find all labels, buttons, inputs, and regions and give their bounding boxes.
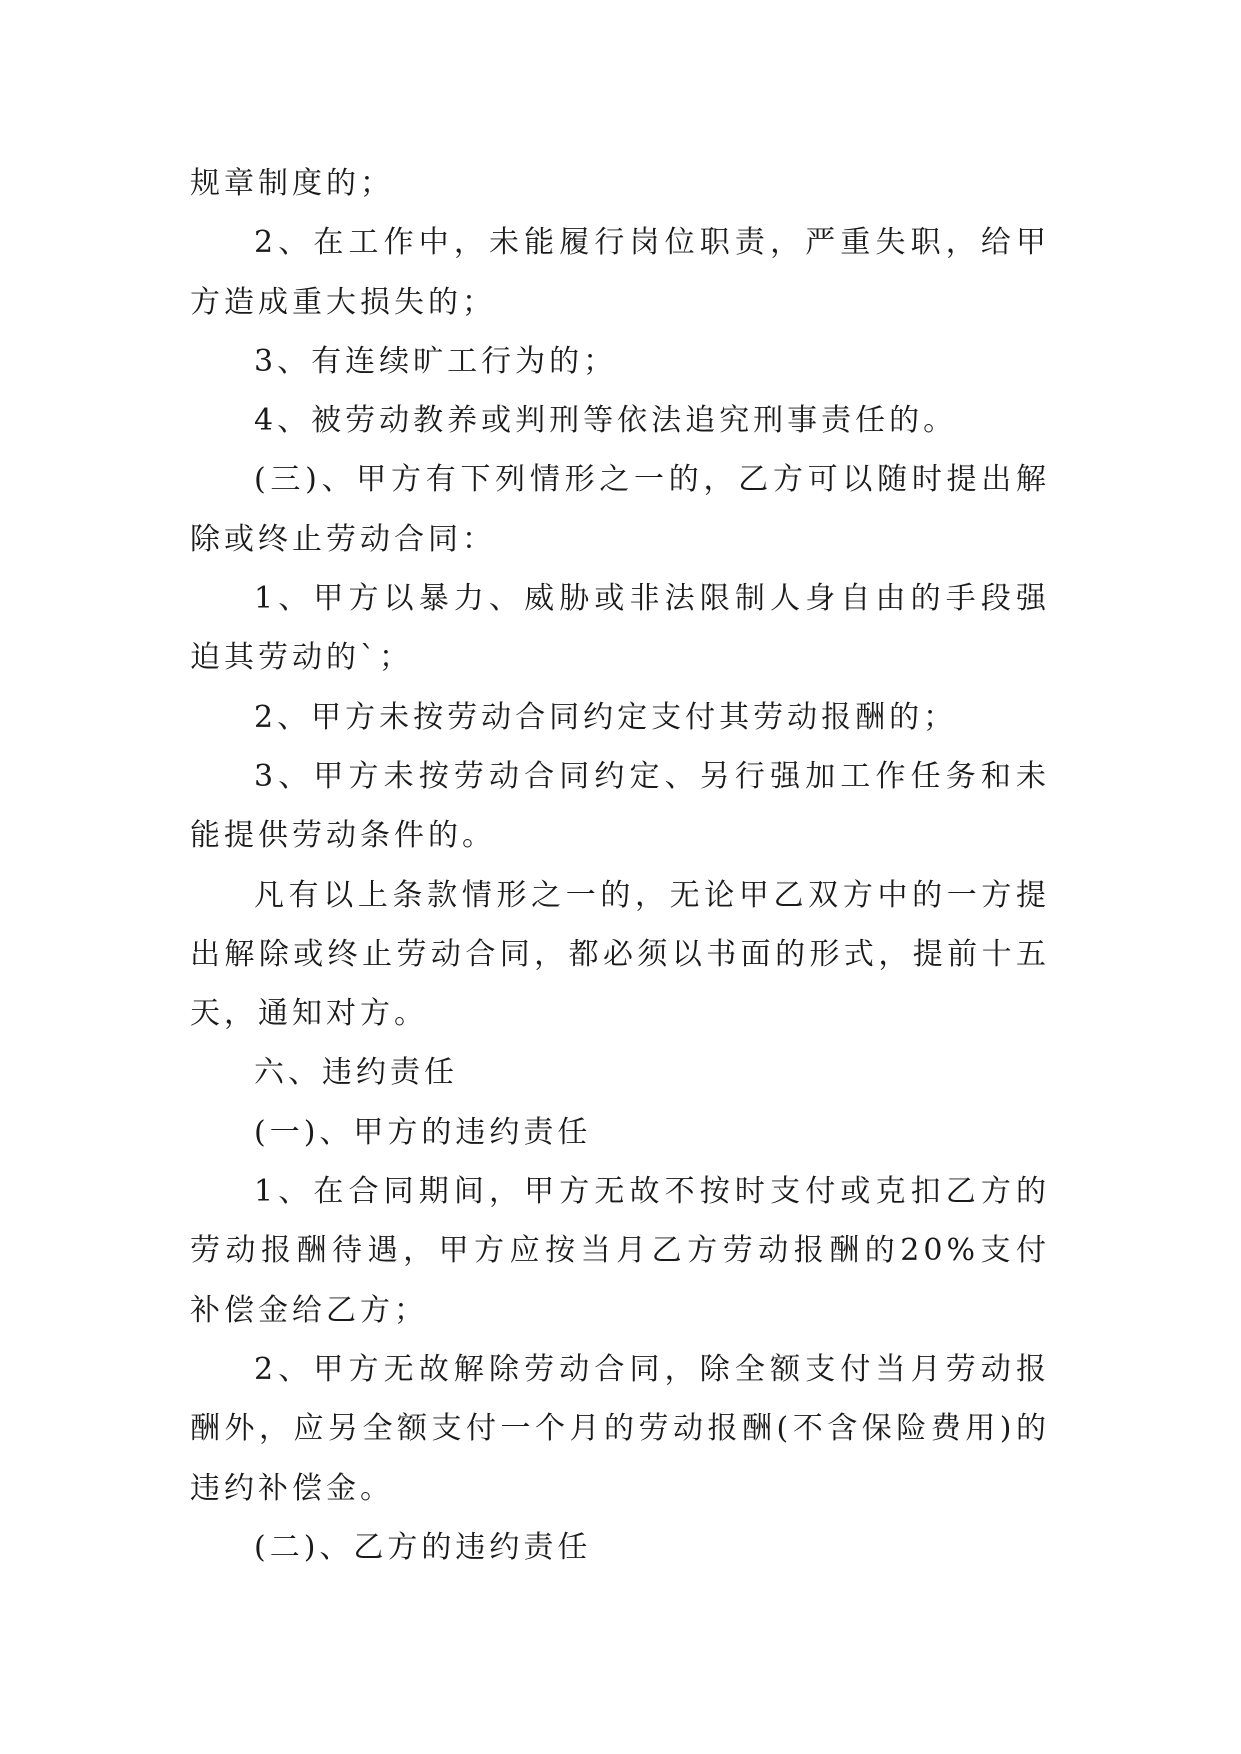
paragraph: 3、甲方未按劳动合同约定、另行强加工作任务和未能提供劳动条件的。 xyxy=(190,758,1050,854)
paragraph: 2、甲方未按劳动合同约定支付其劳动报酬的； xyxy=(254,699,958,735)
paragraph: 1、甲方以暴力、威胁或非法限制人身自由的手段强迫其劳动的`； xyxy=(190,581,1050,676)
paragraph: 2、在工作中，未能履行岗位职责，严重失职，给甲方造成重大损失的； xyxy=(190,225,1050,320)
paragraph: 4、被劳动教养或判刑等依法追究刑事责任的。 xyxy=(254,403,958,439)
section-heading: 六、违约责任 xyxy=(254,1055,458,1091)
subsection-heading: (二)、乙方的违约责任 xyxy=(254,1529,592,1565)
subsection-heading: (一)、甲方的违约责任 xyxy=(254,1114,592,1150)
document-body xyxy=(190,154,1050,1577)
paragraph: 凡有以上条款情形之一的，无论甲乙双方中的一方提出解除或终止劳动合同，都必须以书面的形式，提前十五天，通知对方。 xyxy=(190,877,1050,1032)
paragraph: 规章制度的； xyxy=(190,166,394,201)
paragraph: 2、甲方无故解除劳动合同，除全额支付当月劳动报酬外，应另全额支付一个月的劳动报酬(不含保险费用)的违约补偿金。 xyxy=(190,1351,1050,1506)
paragraph: 1、在合同期间，甲方无故不按时支付或克扣乙方的劳动报酬待遇，甲方应按当月乙方劳动报酬的20%支付补偿金给乙方； xyxy=(190,1174,1050,1328)
paragraph: (三)、甲方有下列情形之一的，乙方可以随时提出解除或终止劳动合同： xyxy=(190,462,1050,557)
paragraph: 3、有连续旷工行为的； xyxy=(254,343,618,379)
